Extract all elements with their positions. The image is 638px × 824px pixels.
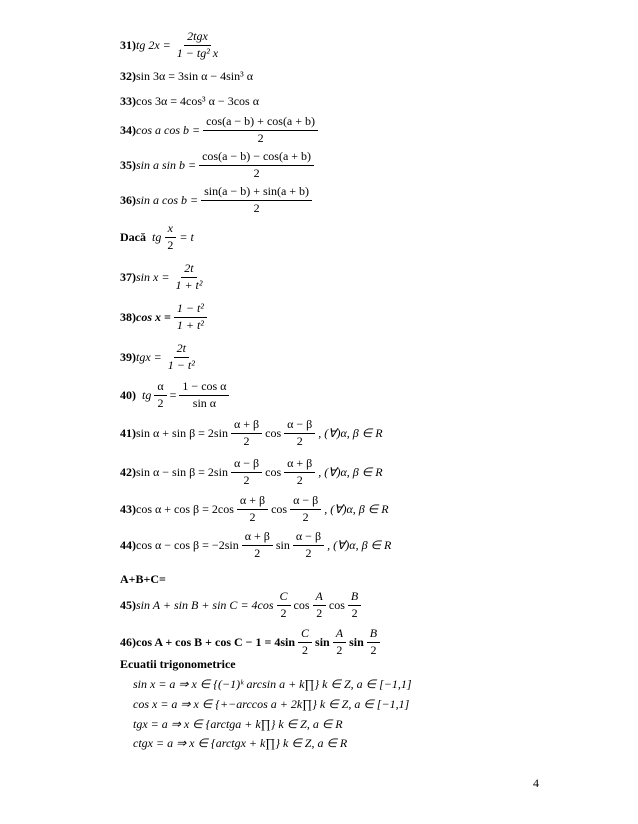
formula-number: 40) <box>120 388 136 403</box>
formula-32 <box>120 70 253 82</box>
denominator: 2 <box>253 165 260 180</box>
abc-heading <box>120 573 166 585</box>
formula-36 <box>120 185 315 216</box>
denominator: 2 <box>370 642 377 657</box>
formula-mid: cos <box>328 598 345 613</box>
equation-ctg <box>133 737 347 749</box>
numerator: A <box>333 627 346 643</box>
denominator: 2 <box>280 605 287 620</box>
formula-33 <box>120 95 259 107</box>
denominator: 2 <box>296 433 303 448</box>
formula-number: 31) <box>120 38 136 53</box>
formula-mid: sin <box>349 635 364 650</box>
fraction <box>172 262 205 293</box>
equation-text: tgx = a ⇒ x ∈ {arctga + k∏} k ∈ Z, a ∈ R <box>133 717 343 731</box>
formula-tail: , (∀)α, β ∈ R <box>324 502 389 517</box>
formula-45 <box>120 590 364 621</box>
denominator: 2 <box>305 545 312 560</box>
daca-label: Dacă <box>120 230 146 245</box>
fraction <box>203 115 318 146</box>
formula-number: 46) <box>120 635 136 650</box>
numerator: A <box>313 590 326 606</box>
formula-lhs: cos x = <box>136 310 171 325</box>
formula-lhs: tgx = <box>136 350 162 365</box>
formula-41 <box>120 418 383 449</box>
fraction <box>290 494 321 525</box>
formula-mid: cos <box>265 426 282 441</box>
daca-pre: tg <box>152 230 162 245</box>
formula-number: 43) <box>120 502 136 517</box>
fraction <box>179 380 229 411</box>
fraction <box>231 418 262 449</box>
denominator: 2 <box>336 642 343 657</box>
fraction <box>284 418 315 449</box>
numerator: cos(a − b) + cos(a + b) <box>203 115 318 131</box>
fraction <box>348 590 361 621</box>
daca-post: = t <box>179 230 194 245</box>
fraction <box>298 627 312 658</box>
formula-number: 34) <box>120 123 136 138</box>
denominator: 2 <box>249 509 256 524</box>
section-title-row <box>120 658 236 670</box>
denominator: 1 − t² <box>167 357 195 372</box>
numerator: α + β <box>237 494 268 510</box>
formula-tail: , (∀)α, β ∈ R <box>318 465 383 480</box>
formula-expr: sin 3α = 3sin α − 4sin³ α <box>136 69 254 83</box>
formula-pre: tg <box>142 388 152 403</box>
formula-lhs: tg 2x = <box>136 38 171 53</box>
page-number: 4 <box>533 776 539 790</box>
numerator: α + β <box>242 530 273 546</box>
denominator: 2 <box>254 545 261 560</box>
section-title: Ecuatii trigonometrice <box>120 657 236 671</box>
formula-lhs: cos a cos b = <box>136 123 201 138</box>
numerator: C <box>298 627 312 643</box>
fraction <box>367 627 380 658</box>
equation-text: sin x = a ⇒ x ∈ {(−1)ᵏ arcsin a + k∏} k ∈ Z, a ∈ [−1,1] <box>133 677 412 691</box>
numerator: cos(a − b) − cos(a + b) <box>199 150 314 166</box>
formula-mid: cos <box>265 465 282 480</box>
formula-38 <box>120 302 210 333</box>
numerator: x <box>165 222 176 238</box>
formula-number: 36) <box>120 193 136 208</box>
denominator: 2 <box>302 642 309 657</box>
fraction <box>277 590 291 621</box>
numerator: α <box>154 380 166 396</box>
fraction <box>174 30 221 61</box>
fraction <box>242 530 273 561</box>
formula-number: 41) <box>120 426 136 441</box>
formula-number: 35) <box>120 158 136 173</box>
fraction <box>201 185 312 216</box>
denominator: 2 <box>351 605 358 620</box>
abc-label: A+B+C= <box>120 572 166 586</box>
denominator: 2 <box>167 237 174 252</box>
formula-31 <box>120 30 224 61</box>
formula-lhs: sin a cos b = <box>136 193 199 208</box>
equation-cos <box>133 698 409 710</box>
fraction <box>231 457 262 488</box>
numerator: α − β <box>290 494 321 510</box>
fraction <box>284 457 315 488</box>
formula-number: 33) <box>120 94 136 108</box>
formula-44 <box>120 530 391 561</box>
equation-sin <box>133 678 412 690</box>
formula-43 <box>120 494 389 525</box>
fraction <box>237 494 268 525</box>
formula-expr: cos 3α = 4cos³ α − 3cos α <box>136 94 259 108</box>
formula-mid: sin <box>275 538 290 553</box>
formula-tail: , (∀)α, β ∈ R <box>327 538 392 553</box>
fraction <box>293 530 324 561</box>
formula-lhs: sin α + sin β = 2sin <box>136 426 228 441</box>
fraction <box>333 627 346 658</box>
formula-number: 44) <box>120 538 136 553</box>
fraction <box>174 302 207 333</box>
denominator: 1 − tg² x <box>176 45 219 60</box>
numerator: α + β <box>284 457 315 473</box>
denominator: 2 <box>296 472 303 487</box>
numerator: α + β <box>231 418 262 434</box>
numerator: B <box>367 627 380 643</box>
denominator: 2 <box>257 130 264 145</box>
denominator: 2 <box>302 509 309 524</box>
formula-mid: cos <box>293 598 310 613</box>
numerator: α − β <box>293 530 324 546</box>
numerator: α − β <box>231 457 262 473</box>
numerator: C <box>277 590 291 606</box>
formula-37 <box>120 262 208 293</box>
denominator: 2 <box>253 200 260 215</box>
formula-mid: cos <box>271 502 288 517</box>
equation-text: cos x = a ⇒ x ∈ {+−arccos a + 2k∏} k ∈ Z, a ∈ [−1,1] <box>133 697 410 711</box>
formula-tail: , (∀)α, β ∈ R <box>318 426 383 441</box>
formula-number: 37) <box>120 270 136 285</box>
formula-lhs: sin a sin b = <box>136 158 197 173</box>
denominator: 2 <box>243 433 250 448</box>
denominator: 1 + t² <box>176 317 204 332</box>
formula-35 <box>120 150 317 181</box>
equation-text: ctgx = a ⇒ x ∈ {arctgx + k∏} k ∈ Z, a ∈ R <box>133 736 348 750</box>
denominator: 2 <box>157 395 164 410</box>
equation-tg <box>133 718 343 730</box>
formula-42 <box>120 457 383 488</box>
formula-number: 39) <box>120 350 136 365</box>
daca-line <box>120 222 194 253</box>
fraction <box>313 590 326 621</box>
fraction <box>164 222 176 253</box>
denominator: sin α <box>192 395 217 410</box>
formula-34 <box>120 115 321 146</box>
denominator: 1 + t² <box>175 277 203 292</box>
numerator: α − β <box>284 418 315 434</box>
equals-sign: = <box>169 388 177 403</box>
numerator: 1 − cos α <box>179 380 229 396</box>
formula-lhs: sin A + sin B + sin C = 4cos <box>136 598 274 613</box>
formula-number: 32) <box>120 69 136 83</box>
fraction <box>199 150 314 181</box>
numerator: 2t <box>174 342 189 358</box>
formula-lhs: cos α + cos β = 2cos <box>136 502 234 517</box>
fraction <box>165 342 198 373</box>
fraction <box>154 380 166 411</box>
numerator: B <box>348 590 361 606</box>
formula-number: 42) <box>120 465 136 480</box>
formula-number: 45) <box>120 598 136 613</box>
formula-mid: sin <box>315 635 330 650</box>
denominator: 2 <box>316 605 323 620</box>
numerator: sin(a − b) + sin(a + b) <box>201 185 312 201</box>
formula-lhs: cos α − cos β = −2sin <box>136 538 239 553</box>
denominator: 2 <box>243 472 250 487</box>
formula-46 <box>120 627 383 658</box>
formula-lhs: cos A + cos B + cos C − 1 = 4sin <box>136 635 296 650</box>
formula-lhs: sin α − sin β = 2sin <box>136 465 228 480</box>
numerator: 2t <box>181 262 196 278</box>
numerator: 2tgx <box>184 30 211 46</box>
formula-40 <box>120 380 232 411</box>
formula-39 <box>120 342 201 373</box>
formula-number: 38) <box>120 310 136 325</box>
numerator: 1 − t² <box>174 302 207 318</box>
formula-lhs: sin x = <box>136 270 170 285</box>
